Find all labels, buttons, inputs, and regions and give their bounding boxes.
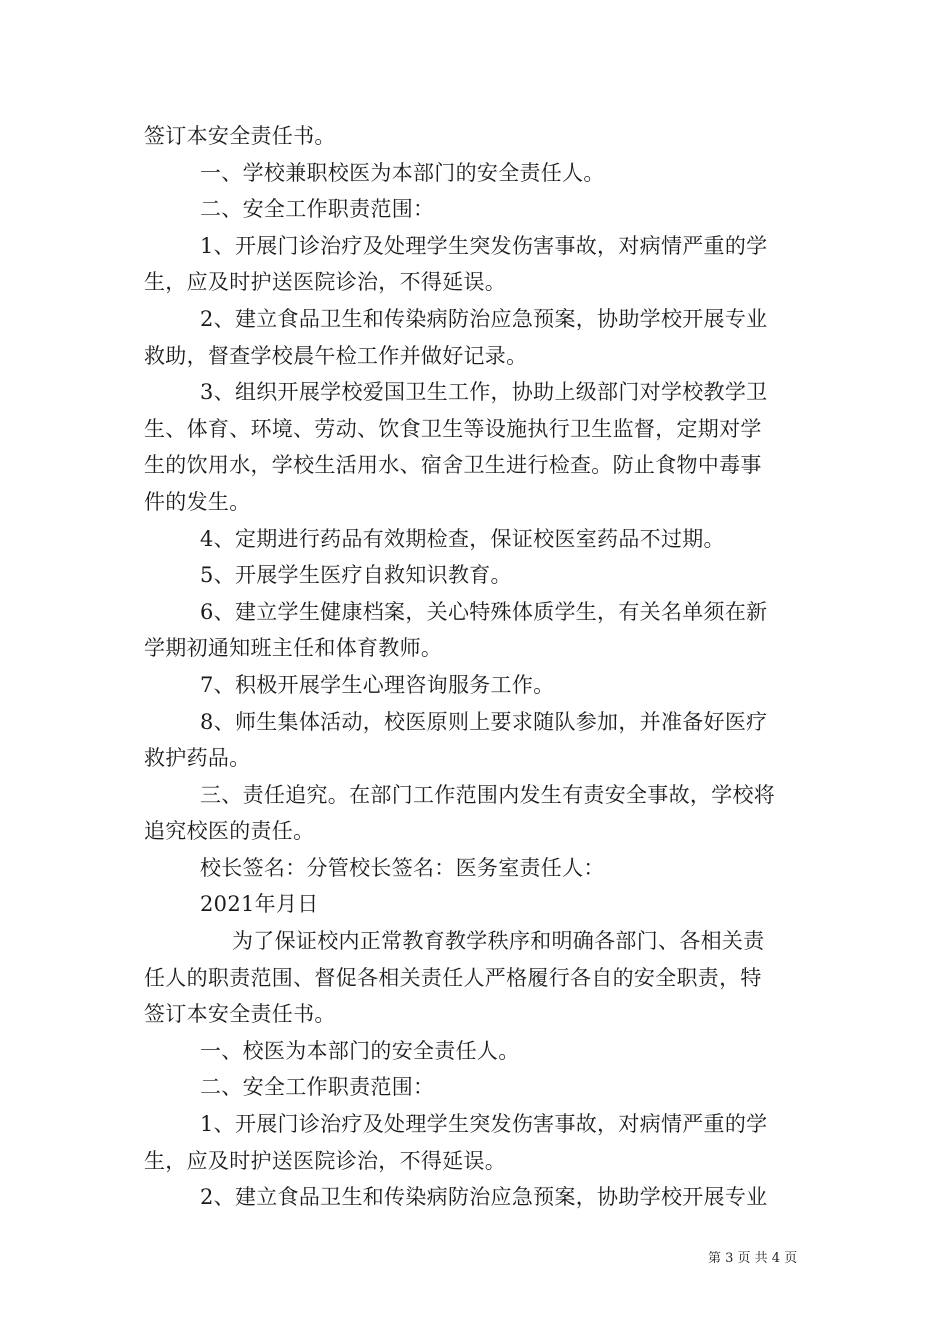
text-line: 2、建立食品卫生和传染病防治应急预案，协助学校开展专业 (200, 306, 768, 331)
text-line: 生，应及时护送医院诊治，不得延误。 (144, 1148, 507, 1173)
text-line: 2、建立食品卫生和传染病防治应急预案，协助学校开展专业 (200, 1185, 768, 1210)
date-line: 2021年月日 (200, 892, 319, 917)
text-line: 件的发生。 (144, 489, 251, 514)
text-line: 6、建立学生健康档案，关心特殊体质学生，有关名单须在新 (200, 599, 768, 624)
document-body (144, 118, 814, 1216)
text-line: 二、安全工作职责范围： (200, 1075, 435, 1100)
page-number: 第 3 页 共 4 页 (708, 1251, 798, 1266)
text-line: 追究校医的责任。 (144, 819, 315, 844)
text-line: 3、组织开展学校爱国卫生工作，协助上级部门对学校教学卫 (200, 380, 768, 405)
text-line: 为了保证校内正常教育教学秩序和明确各部门、各相关责 (232, 929, 765, 954)
text-line: 任人的职责范围、督促各相关责任人严格履行各自的安全职责，特 (144, 965, 762, 990)
text-line: 一、校医为本部门的安全责任人。 (200, 1038, 520, 1063)
text-line: 一、学校兼职校医为本部门的安全责任人。 (200, 160, 605, 185)
text-line: 三、责任追究。在部门工作范围内发生有责安全事故，学校将 (200, 782, 776, 807)
text-line: 签订本安全责任书。 (144, 1002, 336, 1027)
text-line: 救护药品。 (144, 746, 251, 771)
text-line: 8、师生集体活动，校医原则上要求随队参加，并准备好医疗 (200, 709, 768, 734)
text-line: 7、积极开展学生心理咨询服务工作。 (200, 672, 555, 697)
text-line: 生的饮用水，学校生活用水、宿舍卫生进行检查。防止食物中毒事 (144, 453, 762, 478)
text-line: 二、安全工作职责范围： (200, 197, 435, 222)
text-line: 救助，督查学校晨午检工作并做好记录。 (144, 343, 528, 368)
text-line: 1、开展门诊治疗及处理学生突发伤害事故，对病情严重的学 (200, 233, 768, 258)
text-line: 生，应及时护送医院诊治，不得延误。 (144, 270, 507, 295)
text-line: 1、开展门诊治疗及处理学生突发伤害事故，对病情严重的学 (200, 1112, 768, 1137)
text-line: 4、定期进行药品有效期检查，保证校医室药品不过期。 (200, 526, 725, 551)
text-line: 生、体育、环境、劳动、饮食卫生等设施执行卫生监督，定期对学 (144, 416, 762, 441)
text-line: 5、开展学生医疗自救知识教育。 (200, 563, 512, 588)
text-line: 签订本安全责任书。 (144, 124, 336, 148)
text-line: 学期初通知班主任和体育教师。 (144, 636, 443, 661)
signature-line: 校长签名：分管校长签名：医务室责任人： (200, 855, 605, 880)
